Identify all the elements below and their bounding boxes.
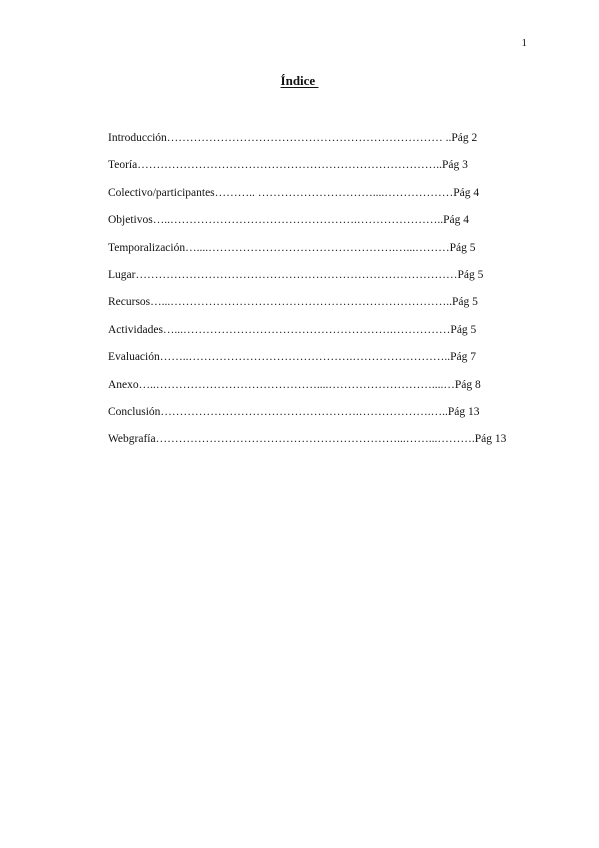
toc-entry-evaluacion: Evaluación……..…………………………………….……………………..Pág 7 [108, 351, 476, 364]
toc-entry-teoria: Teoría……………………………………………………………………..Pág 3 [108, 159, 468, 172]
toc-entry-objetivos: Objetivos…..………………………………………….…………………..Pág 4 [108, 214, 469, 227]
toc-entry-colectivo-participantes: Colectivo/participantes……….. …………………………....………………Pág 4 [108, 186, 480, 199]
toc-entry-introduccion: Introducción……………………………………………………………… ..Pág 2 [108, 132, 478, 144]
toc-entry-temporalizacion: Temporalización…....………………………………………….…...………Pág 5 [108, 241, 476, 254]
toc-entry-recursos: Recursos…...………………………………………………………………..Pág 5 [108, 296, 478, 309]
page-number: 1 [521, 37, 527, 49]
toc-entry-actividades: Actividades…...……………………………………………….……………Pág 5 [108, 323, 477, 336]
toc-entry-lugar: Lugar…………………………………………………………………………Pág 5 [108, 268, 484, 281]
toc-entry-anexo: Anexo…..……………………………………....………………………....…Pág 8 [108, 378, 481, 391]
toc-entry-webgrafia: Webgrafía………………………………………………………...……...……….Pág 13 [108, 433, 507, 446]
table-of-contents [108, 130, 506, 459]
toc-entry-conclusion: Conclusión…………………………………………….……………….…..Pág 13 [108, 405, 480, 418]
index-title-text: Índice [280, 73, 319, 88]
index-title [0, 73, 599, 89]
